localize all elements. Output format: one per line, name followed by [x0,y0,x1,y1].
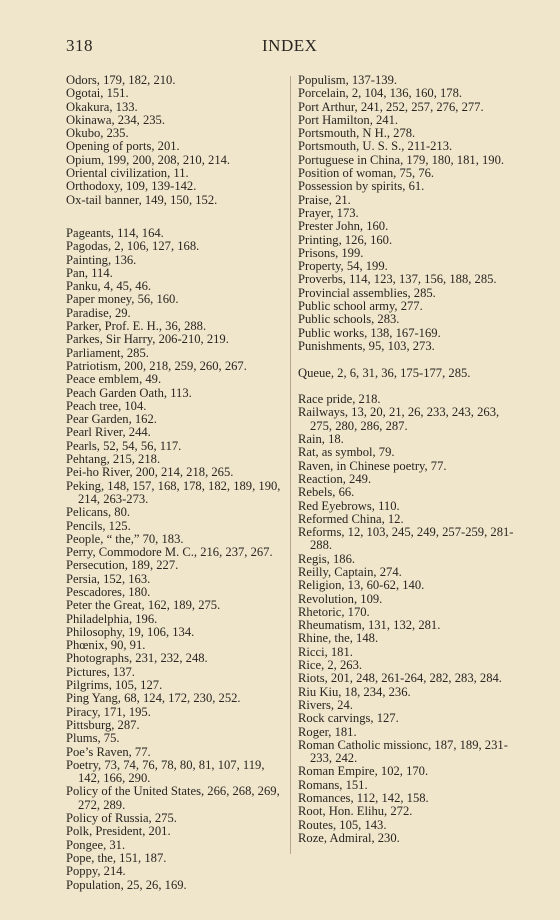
index-entry: Philadelphia, 196. [66,611,158,626]
index-entry: Porcelain, 2, 104, 136, 160, 178. [298,86,463,101]
index-entry: Poetry, 73, 74, 76, 78, 80, 81, 107, 119, 142, 166, 290. [66,757,265,786]
index-entry: Public schools, 283. [298,312,400,327]
index-entry: Reilly, Captain, 274. [298,564,402,579]
index-entry: Rock carvings, 127. [298,711,399,726]
index-entry: Romans, 151. [298,777,368,792]
index-entry: Pencils, 125. [66,518,131,533]
index-entry: Roman Catholic missionc, 187, 189, 231-233, 242. [298,737,508,766]
index-entry: Policy of Russia, 275. [66,811,177,826]
index-entry: Oriental civilization, 11. [66,166,189,181]
index-entry: Reaction, 249. [298,471,372,486]
index-entry: Public works, 138, 167-169. [298,325,441,340]
index-entry: Romances, 112, 142, 158. [298,791,429,806]
index-entry: Proverbs, 114, 123, 137, 156, 188, 285. [298,272,497,287]
index-entry: Riots, 201, 248, 261-264, 282, 283, 284. [298,671,502,686]
index-entry: Port Arthur, 241, 252, 257, 276, 277. [298,99,484,114]
index-entry: Pilgrims, 105, 127. [66,678,163,693]
index-entry: Position of woman, 75, 76. [298,166,435,181]
index-entry: Parker, Prof. E. H., 36, 288. [66,319,207,334]
index-entry: Public school army, 277. [298,299,423,314]
index-entry: Ox-tail banner, 149, 150, 152. [66,192,218,207]
index-entry: Paper money, 56, 160. [66,292,179,307]
index-entry: Roman Empire, 102, 170. [298,764,429,779]
index-entry: Population, 25, 26, 169. [66,877,187,892]
index-entry: Raven, in Chinese poetry, 77. [298,458,447,473]
index-entry: Pongee, 31. [66,837,126,852]
index-entry: Pehtang, 215, 218. [66,452,161,467]
page-title: INDEX [262,36,318,55]
index-entry: Pear Garden, 162. [66,412,157,427]
page-number: 318 [66,36,93,55]
index-entry: Poppy, 214. [66,864,126,879]
index-entry: Queue, 2, 6, 31, 36, 175-177, 285. [298,365,471,380]
index-entry: Rat, as symbol, 79. [298,445,395,460]
index-entry: Philosophy, 19, 106, 134. [66,624,195,639]
index-entry: Reforms, 12, 103, 245, 249, 257-259, 281-288. [298,525,514,553]
index-entry: Riu Kiu, 18, 234, 236. [298,684,411,699]
index-entry: Regis, 186. [298,551,356,566]
index-entry: Roger, 181. [298,724,357,739]
index-entry: Revolution, 109. [298,591,383,606]
index-entry: Persia, 152, 163. [66,571,151,586]
index-entry: Persecution, 189, 227. [66,558,179,573]
index-entry: Orthodoxy, 109, 139-142. [66,179,197,194]
index-entry: Rhine, the, 148. [298,631,379,646]
index-column-left [66,74,288,892]
index-entry: Ricci, 181. [298,644,353,659]
index-entry: Pelicans, 80. [66,505,131,520]
index-entry: Routes, 105, 143. [298,817,387,832]
index-entry: Paradise, 29. [66,305,131,320]
index-entry: People, “ the,” 70, 183. [66,531,184,546]
index-entry: Provincial assemblies, 285. [298,285,436,300]
index-entry: Opium, 199, 200, 208, 210, 214. [66,152,231,167]
index-entry: Port Hamilton, 241. [298,112,399,127]
index-entry: Prisons, 199. [298,245,364,260]
index-entry: Odors, 179, 182, 210. [66,73,176,87]
index-entry: Pagodas, 2, 106, 127, 168. [66,239,200,254]
index-entry: Pearls, 52, 54, 56, 117. [66,438,182,453]
index-entry: Parkes, Sir Harry, 206-210, 219. [66,332,229,347]
index-entry: Peter the Great, 162, 189, 275. [66,598,221,613]
index-entry: Rivers, 24. [298,697,353,712]
index-entry: Opening of ports, 201. [66,139,180,154]
index-entry: Okinawa, 234, 235. [66,112,165,127]
column-divider [290,76,291,854]
index-entry: Piracy, 171, 195. [66,704,151,719]
index-entry: Photographs, 231, 232, 248. [66,651,208,666]
index-entry: Patriotism, 200, 218, 259, 260, 267. [66,358,247,373]
index-entry: Pittsburg, 287. [66,717,140,732]
index-entry: Peace emblem, 49. [66,372,162,387]
index-entry: Portuguese in China, 179, 180, 181, 190. [298,152,505,167]
index-entry: Okakura, 133. [66,99,138,114]
index-entry: Root, Hon. Elihu, 272. [298,804,413,819]
index-entry: Plums, 75. [66,731,120,746]
index-entry: Roze, Admiral, 230. [298,830,400,845]
index-entry: Rhetoric, 170. [298,604,370,619]
index-entry: Pei-ho River, 200, 214, 218, 265. [66,465,234,480]
index-entry: Phœnix, 90, 91. [66,638,146,653]
index-entry: Pescadores, 180. [66,584,151,599]
index-entry: Portsmouth, U. S. S., 211-213. [298,139,453,154]
index-column-right [298,74,520,845]
index-entry: Pearl River, 244. [66,425,151,440]
index-entry: Rain, 18. [298,432,344,447]
index-entry: Polk, President, 201. [66,824,171,839]
index-entry: Praise, 21. [298,192,351,207]
index-entry: Railways, 13, 20, 21, 26, 233, 243, 263, 275, 280, 286, 287. [298,405,500,433]
index-entry: Prayer, 173. [298,205,359,220]
index-entry: Portsmouth, N H., 278. [298,126,416,141]
index-entry: Perry, Commodore M. C., 216, 237, 267. [66,545,273,560]
index-entry: Ogotai, 151. [66,86,129,101]
index-entry: Ping Yang, 68, 124, 172, 230, 252. [66,691,241,706]
index-entry: Pageants, 114, 164. [66,225,164,240]
index-entry: Rebels, 66. [298,485,355,500]
index-entry: Punishments, 95, 103, 273. [298,338,435,353]
index-entry: Peking, 148, 157, 168, 178, 182, 189, 190, 214, 263-273. [66,478,281,506]
index-entry: Panku, 4, 45, 46. [66,279,152,294]
index-entry: Property, 54, 199. [298,259,388,274]
index-entry: Peach tree, 104. [66,398,147,413]
index-entry: Possession by spirits, 61. [298,179,425,194]
index-entry: Rice, 2, 263. [298,658,363,673]
index-entry: Reformed China, 12. [298,511,404,526]
letter-section-gap [298,353,520,366]
letter-section-gap [298,380,520,393]
running-header [66,36,526,60]
index-entry: Painting, 136. [66,252,137,267]
index-entry: Religion, 13, 60-62, 140. [298,578,425,593]
index-entry: Race pride, 218. [298,392,381,407]
index-entry: Poe’s Raven, 77. [66,744,151,759]
index-entry: Pictures, 137. [66,664,135,679]
index-entry: Rheumatism, 131, 132, 281. [298,618,441,633]
index-entry: Printing, 126, 160. [298,232,393,247]
index-entry: Pan, 114. [66,265,113,280]
index-entry: Pope, the, 151, 187. [66,850,167,865]
index-entry: Red Eyebrows, 110. [298,498,400,513]
index-entry: Policy of the United States, 266, 268, 269, 272, 289. [66,784,280,812]
index-entry: Parliament, 285. [66,345,149,360]
index-entry: Peach Garden Oath, 113. [66,385,192,400]
index-entry: Okubo, 235. [66,126,129,141]
index-entry: Prester John, 160. [298,219,389,234]
letter-section-gap [66,207,288,227]
index-entry: Populism, 137-139. [298,73,398,87]
